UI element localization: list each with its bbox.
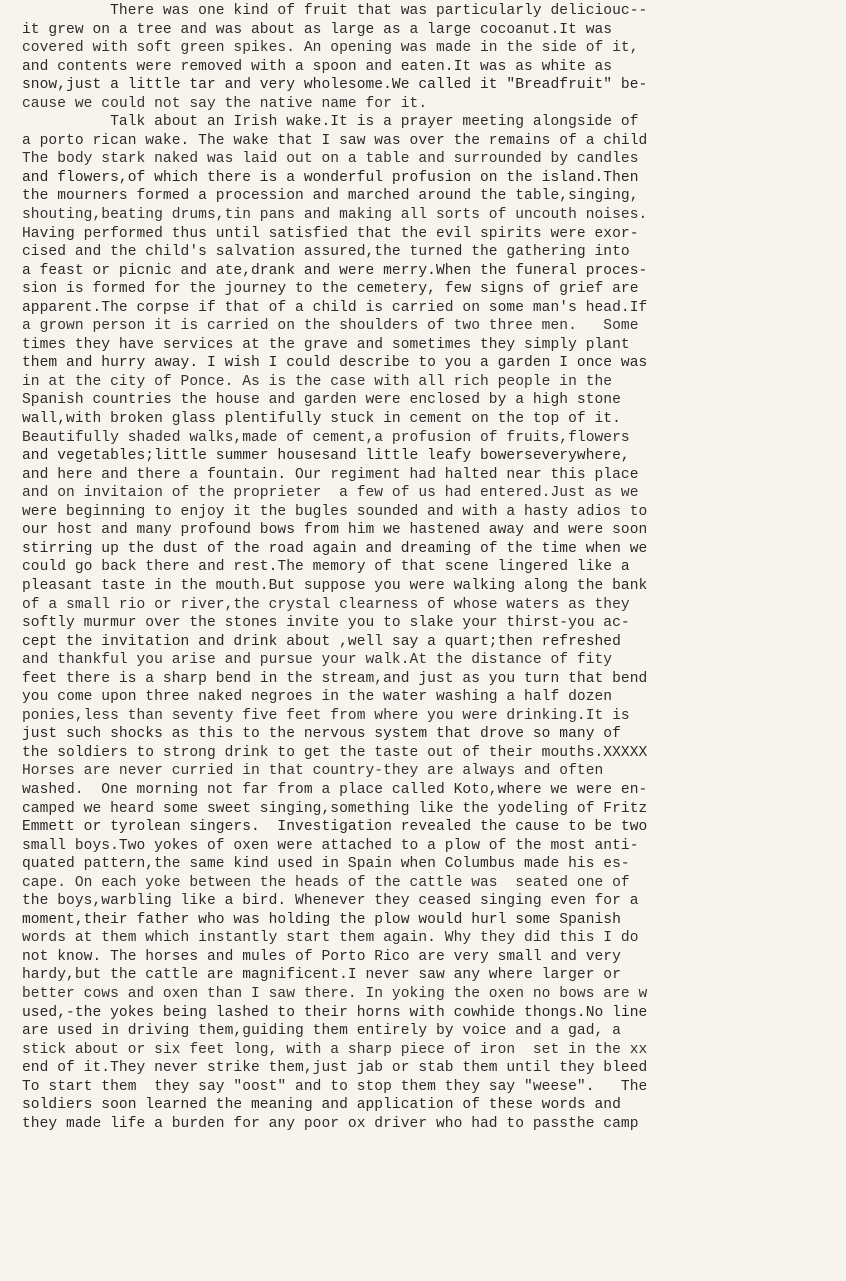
text-line: a porto rican wake. The wake that I saw was over the remains of a child [22,132,648,149]
text-line: and thankful you arise and pursue your walk.At the distance of fity [22,652,613,669]
text-line: of a small rio or river,the crystal clearness of whose waters as they [22,596,630,613]
text-line: you come upon three naked negroes in the water washing a half dozen [22,689,613,706]
text-line: in at the city of Ponce. As is the case with all rich people in the [22,373,613,390]
text-line: and vegetables;little summer housesand little leafy bowerseverywhere, [22,448,630,465]
text-line: wall,with broken glass plentifully stuck in cement on the top of it. [22,411,621,428]
text-line: Emmett or tyrolean singers. Investigation revealed the cause to be two [22,819,648,836]
text-line: camped we heard some sweet singing,something like the yodeling of Fritz [22,800,648,817]
text-line: small boys.Two yokes of oxen were attached to a plow of the most anti- [22,837,639,854]
text-line: The body stark naked was laid out on a table and surrounded by candles [22,151,639,168]
text-line: they made life a burden for any poor ox driver who had to passthe camp [22,1115,639,1132]
text-line: quated pattern,the same kind used in Spain when Columbus made his es- [22,856,630,873]
text-line: stirring up the dust of the road again and dreaming of the time when we [22,540,648,557]
text-line: softly murmur over the stones invite you to slake your thirst-you ac- [22,615,630,632]
text-line: and here and there a fountain. Our regiment had halted near this place [22,466,639,483]
typewritten-text-body [22,2,832,1133]
text-line: snow,just a little tar and very wholesome.We called it "Breadfruit" be- [22,77,648,94]
text-line: cause we could not say the native name for it. [22,95,428,112]
text-line: Talk about an Irish wake.It is a prayer meeting alongside of [22,114,639,131]
text-line: apparent.The corpse if that of a child is carried on some man's head.If [22,299,648,316]
text-line: just such shocks as this to the nervous system that drove so many of [22,726,621,743]
text-line: pleasant taste in the mouth.But suppose you were walking along the bank [22,577,648,594]
text-line: and contents were removed with a spoon and eaten.It was as white as [22,58,613,75]
text-line: ponies,less than seventy five feet from where you were drinking.It is [22,707,630,724]
text-line: Spanish countries the house and garden were enclosed by a high stone [22,392,621,409]
text-line: Having performed thus until satisfied that the evil spirits were exor- [22,225,639,242]
text-line: it grew on a tree and was about as large as a large cocoanut.It was [22,21,613,38]
text-line: could go back there and rest.The memory of that scene lingered like a [22,559,630,576]
text-line: not know. The horses and mules of Porto Rico are very small and very [22,948,621,965]
text-line: and flowers,of which there is a wonderful profusion on the island.Then [22,169,639,186]
text-line: the boys,warbling like a bird. Whenever they ceased singing even for a [22,893,639,910]
text-line: cape. On each yoke between the heads of the cattle was seated one of [22,874,630,891]
text-line: Horses are never curried in that country-they are always and often [22,763,604,780]
text-line: words at them which instantly start them again. Why they did this I do [22,930,639,947]
text-line: hardy,but the cattle are magnificent.I never saw any where larger or [22,967,621,984]
text-line: sion is formed for the journey to the cemetery, few signs of grief are [22,281,639,298]
text-line: washed. One morning not far from a place called Koto,where we were en- [22,781,648,798]
text-line: the mourners formed a procession and marched around the table,singing, [22,188,639,205]
text-line: end of it.They never strike them,just jab or stab them until they bleed [22,1060,648,1077]
text-line: covered with soft green spikes. An opening was made in the side of it, [22,40,639,57]
text-line: used,-the yokes being lashed to their horns with cowhide thongs.No line [22,1004,648,1021]
text-line: cept the invitation and drink about ,well say a quart;then refreshed [22,633,621,650]
text-line: To start them they say "oost" and to stop them they say "weese". The [22,1078,648,1095]
text-line: a feast or picnic and ate,drank and were merry.When the funeral proces- [22,262,648,279]
text-line: times they have services at the grave and sometimes they simply plant [22,336,630,353]
text-line: feet there is a sharp bend in the stream,and just as you turn that bend [22,670,648,687]
text-line: stick about or six feet long, with a sharp piece of iron set in the xx [22,1041,648,1058]
text-line: moment,their father who was holding the plow would hurl some Spanish [22,911,621,928]
text-line: and on invitaion of the proprieter a few of us had entered.Just as we [22,485,639,502]
text-line: a grown person it is carried on the shoulders of two three men. Some [22,318,639,335]
text-line: cised and the child's salvation assured,the turned the gathering into [22,244,630,261]
text-line: our host and many profound bows from him we hastened away and were soon [22,522,648,539]
text-line: Beautifully shaded walks,made of cement,a profusion of fruits,flowers [22,429,630,446]
text-line: There was one kind of fruit that was particularly deliciouc-- [22,3,648,19]
text-line: better cows and oxen than I saw there. In yoking the oxen no bows are w [22,985,648,1002]
text-line: the soldiers to strong drink to get the taste out of their mouths.XXXXX [22,744,648,761]
text-line: shouting,beating drums,tin pans and making all sorts of uncouth noises. [22,207,648,224]
text-line: soldiers soon learned the meaning and application of these words and [22,1097,621,1114]
text-line: were beginning to enjoy it the bugles sounded and with a hasty adios to [22,503,648,520]
text-line: are used in driving them,guiding them entirely by voice and a gad, a [22,1023,621,1040]
text-line: them and hurry away. I wish I could describe to you a garden I once was [22,355,648,372]
